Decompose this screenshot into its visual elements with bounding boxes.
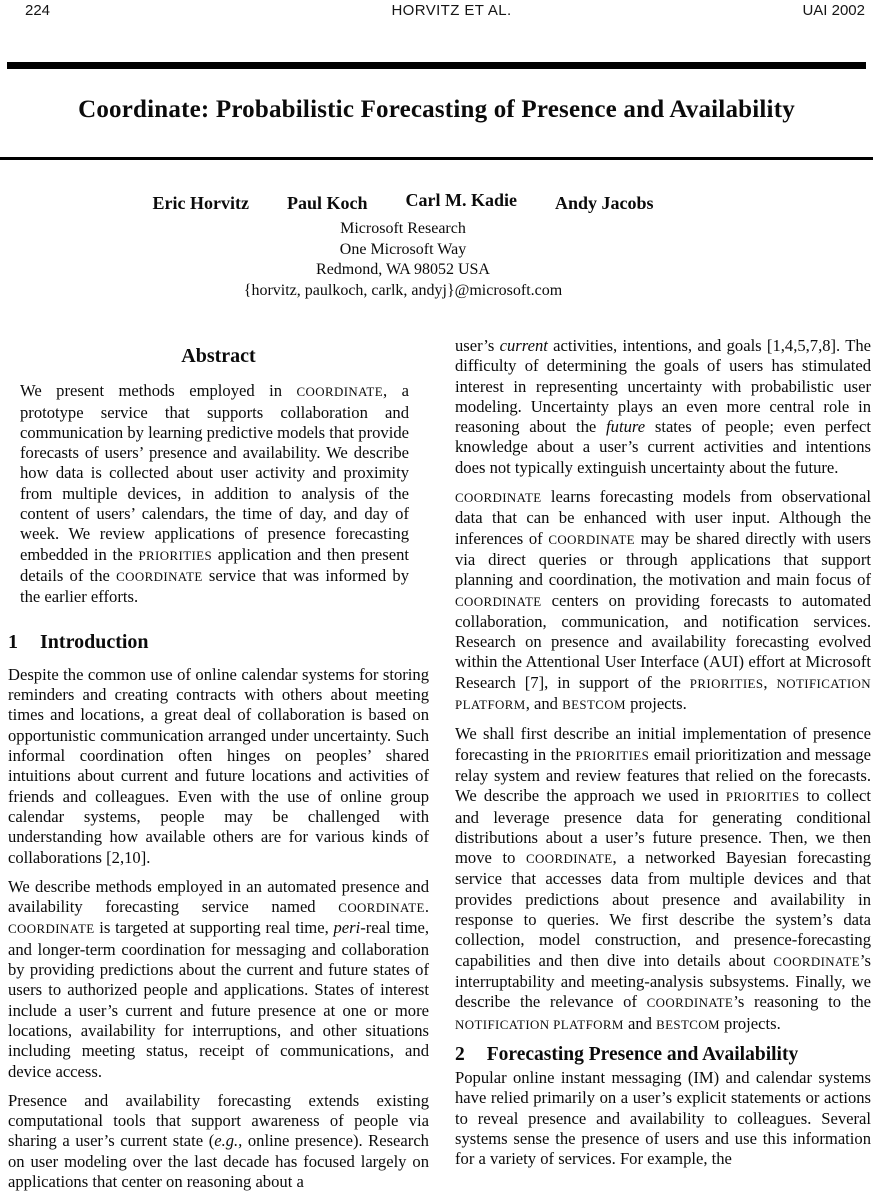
- affiliation-email: {horvitz, paulkoch, carlk, andyj}@microsoft.com: [243, 281, 563, 299]
- section-2-heading: [455, 1045, 871, 1065]
- body-paragraph: We shall first describe an initial implementation of presence forecasting in the PRIORITIES email prioritization and message relay system and review features that relied on the forecasts. We describe the approach we used in PRIORITIES to collect and leverage presence data for generating conditional distributions about a user’s future presence. Then, we then move to COORDINATE, a networked Bayesian forecasting service that accesses data from multiple devices and that provides predictions about presence and availability in response to queries. We first describe the system’s data collection, model construction, and presence-forecasting capabilities and then dive into details about COORDINATE’s interruptability and meeting-analysis subsystems. Finally, we describe the relevance of COORDINATE’s reasoning to the NOTIFICATION PLATFORM and BESTCOM projects.: [455, 724, 872, 1033]
- author-name: Eric Horvitz: [152, 193, 249, 213]
- section-1-title: Introduction: [40, 630, 149, 653]
- section-1-number: 1: [8, 630, 18, 653]
- abstract-text: We present methods employed in COORDINATE, a prototype service that supports collaboration and communication by learning predictive models that provide forecasts of users’ presence and availability. We describe how data is collected about user activity and proximity from multiple devices, in addition to analysis of the content of users’ calendars, the time of day, and day of week. We review applications of presence forecasting embedded in the PRIORITIES application and then present details of the COORDINATE service that was informed by the earlier efforts.: [20, 381, 409, 607]
- intro-paragraph: We describe methods employed in an automated presence and availability forecasting service named COORDINATE. COORDINATE is targeted at supporting real time, peri-real time, and longer-term coordination for messaging and collaboration by providing predictions about the current and future states of users to authorized people and applications. States of interest include a user’s current and future presence at one or more locations, availability for interruptions, and other situations including meeting status, receipt of communications, and device access.: [8, 876, 429, 1081]
- intro-paragraph: Despite the common use of online calendar systems for storing reminders and creating contracts with others about meeting times and locations, a great deal of collaboration is based on opportunistic communication arranged under uncertainty. Such informal coordination often hinges on peoples’ shared intuitions about current and future locations and activities of friends and colleagues. Even with the use of online group calendar systems, people may be challenged with understanding how available others are for various kinds of collaborations [2,10].: [8, 664, 429, 867]
- body-paragraph: user’s current activities, intentions, and goals [1,4,5,7,8]. The difficulty of determining the goals of users has stimulated interest in representing uncertainty with probabilistic user modeling. Uncertainty plays an even more central role in reasoning about the future states of people; even perfect knowledge about a user’s current activities and intentions does not typically extinguish uncertainty about the future.: [455, 336, 871, 477]
- page-number: 224: [25, 2, 51, 19]
- body-paragraph: Popular online instant messaging (IM) and calendar systems have relied primarily on a user’s explicit statements or actions to reveal presence and availability to colleagues. Several systems sense the presence of users and use this information for a variety of services. For example, the: [455, 1068, 871, 1169]
- affiliation-street: One Microsoft Way: [339, 240, 467, 258]
- header-divider-thick: [7, 62, 866, 69]
- paper-title: Coordinate: Probabilistic Forecasting of Presence and Availability: [78, 96, 795, 123]
- section-1-heading: [8, 632, 429, 652]
- title-divider-thin: [0, 157, 873, 160]
- author-name: Paul Koch: [286, 193, 368, 213]
- author-row: [8, 190, 798, 214]
- section-2-title: Forecasting Presence and Availability: [486, 1043, 799, 1065]
- abstract-heading: Abstract: [181, 345, 256, 367]
- section-2-number: 2: [455, 1043, 465, 1065]
- venue-label: UAI 2002: [802, 2, 865, 19]
- running-head-authors: HORVITZ ET AL.: [391, 2, 512, 19]
- author-name: Carl M. Kadie: [405, 190, 517, 210]
- affiliation-city: Redmond, WA 98052 USA: [316, 261, 490, 278]
- intro-paragraph: Presence and availability forecasting extends existing computational tools that support awareness of people via sharing a user’s current state (e.g., online presence). Research on user modeling over the last decade has focused largely on applications that center on reasoning about a: [8, 1090, 429, 1191]
- body-paragraph: COORDINATE learns forecasting models from observational data that can be enhanced with user input. Although the inferences of COORDINATE may be shared directly with users via direct queries or through applications that support planning and coordination, the motivation and main focus of COORDINATE centers on providing forecasts to automated collaboration, communication, and notification services. Research on presence and availability forecasting evolved within the Attentional User Interface (AUI) effort at Microsoft Research [7], in support of the PRIORITIES, NOTIFICATION PLATFORM, and BESTCOM projects.: [455, 487, 872, 714]
- running-header: [0, 2, 873, 20]
- left-column: [8, 338, 429, 1192]
- author-block: [8, 190, 798, 301]
- right-column: [455, 336, 871, 1170]
- affiliation-institution: Microsoft Research: [340, 220, 466, 237]
- author-name: Andy Jacobs: [554, 193, 654, 213]
